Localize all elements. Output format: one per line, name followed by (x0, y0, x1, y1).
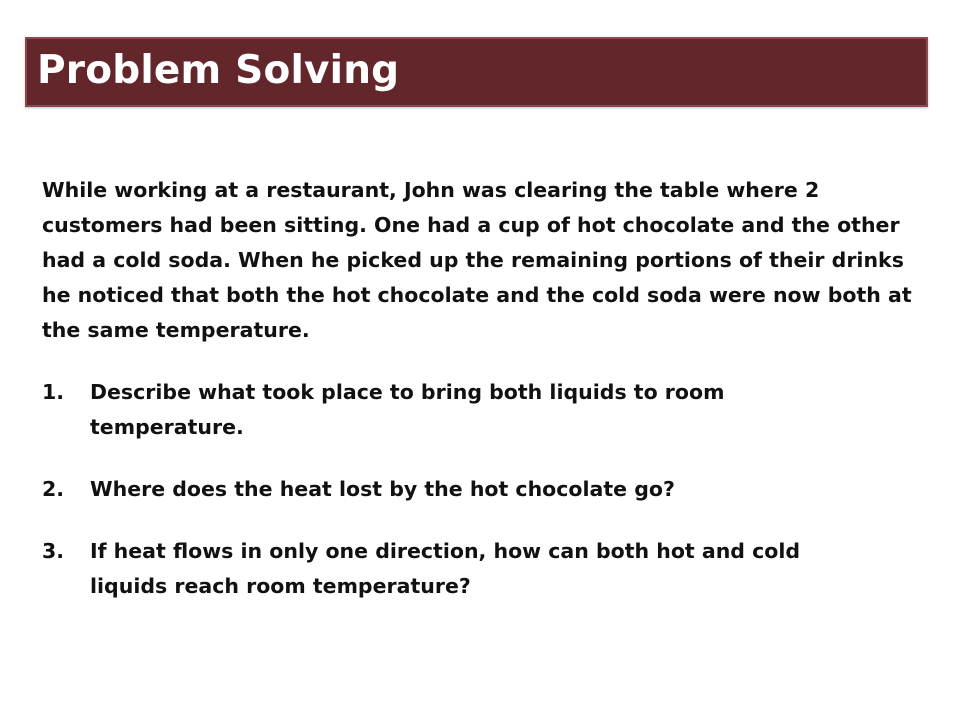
question-text: Describe what took place to bring both liquids to room temperature. (90, 380, 725, 439)
question-list (42, 375, 922, 604)
slide-content (42, 173, 922, 631)
question-number: 2. (42, 477, 65, 501)
question-item (42, 375, 922, 445)
question-item (42, 534, 922, 604)
problem-paragraph: While working at a restaurant, John was clearing the table where 2 customers had been sitting. One had a cup of hot chocolate and the other had a cold soda. When he picked up the remaining portions of their drinks he noticed that both the hot chocolate and the cold soda were now both at the same temperature. (42, 178, 912, 342)
slide-title: Problem Solving (37, 48, 400, 93)
question-text: If heat flows in only one direction, how can both hot and cold liquids reach room temperature? (90, 539, 801, 598)
question-text: Where does the heat lost by the hot chocolate go? (90, 477, 675, 501)
question-number: 1. (42, 380, 65, 404)
question-number: 3. (42, 539, 65, 563)
question-item (42, 472, 922, 507)
title-bar (25, 37, 928, 107)
